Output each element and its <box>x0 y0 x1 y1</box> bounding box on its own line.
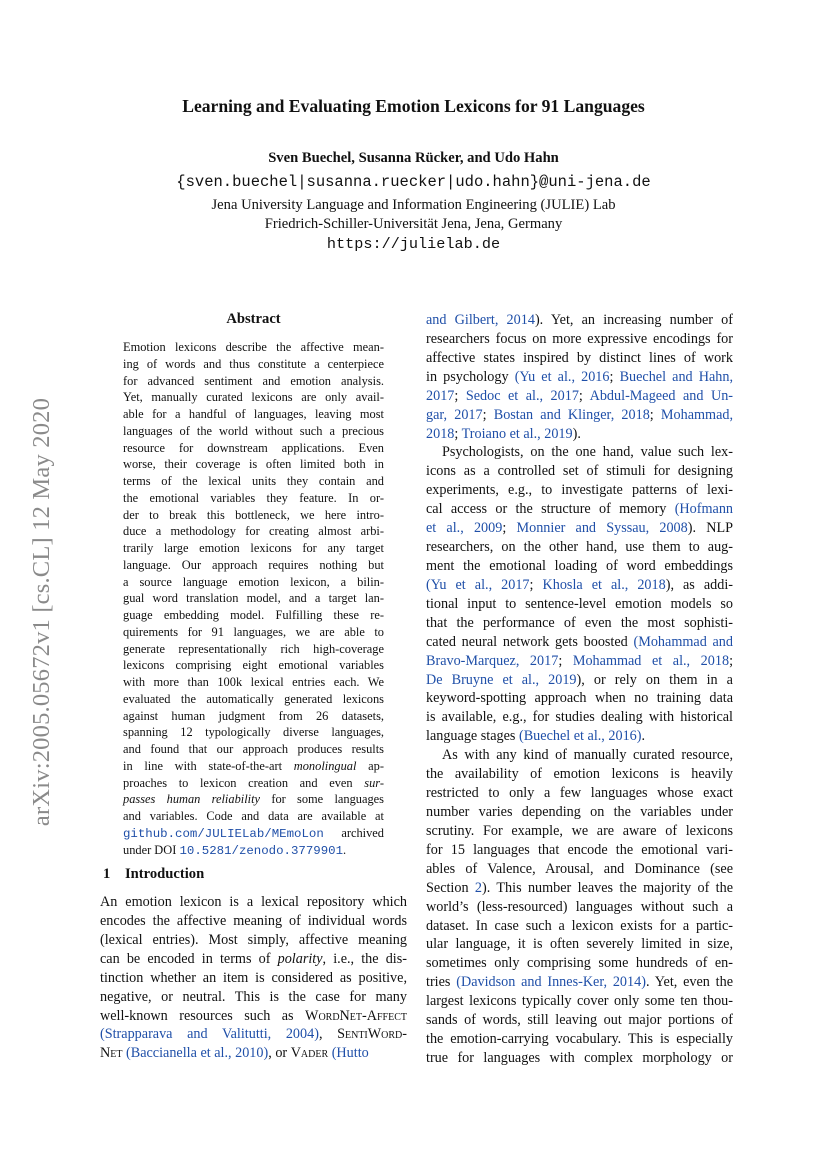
abstract-line: against human judgment from 26 datasets, <box>123 708 384 723</box>
abstract-line: ing of words and thus constitute a centerpiece <box>123 356 384 371</box>
body-line: largest lexicons typically cover only some ten thou- <box>426 993 733 1010</box>
citation-yu-2017[interactable]: (Yu et al., 2017 <box>426 576 530 593</box>
abstract-line: trarily large emotion lexicons for any target <box>123 541 384 555</box>
emphasis-human-reliability: passes human reliability <box>123 792 261 807</box>
abstract-line: Yet, manually curated lexicons are only avail- <box>123 390 384 405</box>
citation-strapparava[interactable]: (Strapparava and Valitutti, 2004) <box>100 1026 319 1043</box>
body-line: (Yu et al., 2017; Khosla et al., 2018), as addi- <box>426 576 734 593</box>
body-line: icons as a controlled set of stimuli for designing <box>426 463 733 480</box>
body-line: keyword-spotting approach when no training data <box>426 690 733 707</box>
arxiv-stamp-text: arXiv:2005.05672v1 [cs.CL] 12 May 2020 <box>28 397 56 827</box>
citation-monnier-syssau[interactable]: Monnier and Syssau, 2008 <box>516 520 688 537</box>
abstract-line: der to break this bottleneck, we here intro- <box>123 507 384 522</box>
body-line: 2017; Sedoc et al., 2017; Abdul-Mageed and Un- <box>426 387 734 404</box>
lab-website[interactable]: https://julielab.de <box>326 235 501 253</box>
abstract-line: evaluated the automatically generated lexicons <box>123 691 384 706</box>
body-line: 2018; Troiano et al., 2019). <box>426 425 581 442</box>
citation-hofmann[interactable]: (Hofmann <box>674 501 734 518</box>
abstract-line: resource for downstream applications. Even <box>123 440 384 455</box>
body-line: et al., 2009; Monnier and Syssau, 2008). NLP <box>426 520 734 537</box>
body-line: restricted to only a few languages whose exact <box>426 785 733 802</box>
github-repo-link[interactable]: github.com/JULIELab/MEmoLon <box>123 826 324 841</box>
citation-abdul-mageed[interactable]: Abdul-Mageed and Un- <box>589 387 734 404</box>
body-line: is available, e.g., for studies dealing with historical <box>426 709 733 726</box>
abstract-line: proaches to lexicon creation and even sur- <box>123 775 384 790</box>
paper-title: Learning and Evaluating Emotion Lexicons for 91 Languages <box>182 96 645 116</box>
body-line: in psychology (Yu et al., 2016; Buechel and Hahn, <box>426 368 734 385</box>
body-line: well-known resources such as WordNet-Affect <box>100 1007 407 1024</box>
abstract-line: spanning 12 typologically diverse languages, <box>123 725 384 740</box>
body-line: gar, 2017; Bostan and Klinger, 2018; Mohammad, <box>426 406 734 423</box>
abstract-line: gual word translation model, and a target lan- <box>123 591 384 606</box>
abstract-line: the emotional variables they feature. In or- <box>123 490 384 505</box>
author-list: Sven Buechel, Susanna Rücker, and Udo Hahn <box>268 150 559 166</box>
affiliation-lab: Jena University Language and Information Engineering (JULIE) Lab <box>211 197 616 213</box>
citation-sedoc[interactable]: Sedoc et al., 2017 <box>465 387 579 404</box>
body-line: De Bruyne et al., 2019), or rely on them in a <box>426 671 733 688</box>
body-line: world’s (less-resourced) languages without such a <box>426 898 733 915</box>
abstract-line: duce a methodology for creating almost arbi- <box>123 524 384 539</box>
arxiv-identifier-stamp <box>22 352 62 872</box>
abstract-line: able for a handful of languages, leaving most <box>123 407 384 421</box>
body-line: As with any kind of manually curated resource, <box>442 747 733 764</box>
abstract-line: in line with state-of-the-art monolingual ap- <box>123 758 384 773</box>
abstract-line: quirements for 91 languages, we are able to <box>123 624 384 639</box>
body-line: cated neural network gets boosted (Mohammad and <box>426 633 733 650</box>
body-line: scrutiny. For example, we are aware of lexicons <box>426 822 733 839</box>
citation-mohammad-2018[interactable]: Mohammad et al., 2018 <box>572 652 730 669</box>
abstract-line: for advanced sentiment and emotion analysis. <box>123 373 384 388</box>
body-line: negative, or neutral. This is the case for many <box>100 988 407 1005</box>
body-line: affective states inspired by distinct lines of work <box>426 349 733 366</box>
emphasis-monolingual: monolingual <box>293 758 357 773</box>
body-line: ment the emotional loading of word embeddings <box>426 557 733 574</box>
body-line: experiments, e.g., to investigate patterns of lexi- <box>426 482 733 499</box>
citation-khosla[interactable]: Khosla et al., 2018 <box>542 576 666 593</box>
resource-vader: Vader <box>290 1045 329 1062</box>
body-line: true for languages with complex morphology or <box>426 1049 733 1066</box>
abstract-line: generate representationally rich high-coverage <box>123 641 384 656</box>
body-line: sands of words, still leaving out major portions of <box>426 1012 733 1029</box>
body-line: for 15 languages that encode the emotional vari- <box>426 841 733 858</box>
abstract-body <box>123 339 384 858</box>
body-line: can be encoded in terms of polarity, i.e., the dis- <box>100 950 407 967</box>
abstract-line: worse, their coverage is often limited both in <box>123 457 384 472</box>
body-line: the availability of emotion lexicons is heavily <box>426 766 733 783</box>
citation-buechel-hahn[interactable]: Buechel and Hahn, <box>619 368 734 385</box>
body-line: tional input to sentence-level emotion models so <box>426 595 733 612</box>
body-line: language stages (Buechel et al., 2016). <box>426 728 646 745</box>
body-line: Net (Baccianella et al., 2010), or Vader (Hutto <box>100 1045 369 1062</box>
body-line: and Gilbert, 2014). Yet, an increasing number of <box>426 312 733 328</box>
body-line: (lexical entries). Most simply, affective meaning <box>100 931 407 948</box>
citation-mohammad-bravo-marquez[interactable]: (Mohammad and <box>633 633 733 650</box>
abstract-heading: Abstract <box>226 311 281 327</box>
emphasis-polarity: polarity <box>277 950 323 967</box>
body-line: dataset. In case such a lexicon exists for a partic- <box>426 917 733 934</box>
abstract-line: guage embedding model. Fulfilling these re- <box>123 608 384 622</box>
citation-hutto-gilbert[interactable]: and Gilbert, 2014 <box>426 312 535 328</box>
body-line: tries (Davidson and Innes-Ker, 2014). Yet, even the <box>426 974 734 991</box>
left-column-body <box>100 893 407 1063</box>
body-line: ular language, it is often severely limited in size, <box>426 936 733 953</box>
section-title: Introduction <box>125 866 205 882</box>
section-number: 1 <box>103 866 111 882</box>
abstract-line: Emotion lexicons describe the affective mean- <box>123 340 384 354</box>
affiliation-university: Friedrich-Schiller-Universität Jena, Jena, Germany <box>264 216 563 232</box>
citation-troiano[interactable]: Troiano et al., 2019 <box>461 425 573 442</box>
abstract-line: terms of the lexical units they contain and <box>123 474 384 488</box>
abstract-line: github.com/JULIELab/MEmoLon archived <box>123 825 384 841</box>
citation-davidson-innes-ker[interactable]: (Davidson and Innes-Ker, 2014) <box>456 974 646 991</box>
emphasis-surpasses: sur- <box>364 775 384 790</box>
abstract-line: lexicons comprising eight emotional variables <box>123 658 384 673</box>
body-line: (Strapparava and Valitutti, 2004), SentiWord- <box>100 1026 407 1043</box>
body-line: tinction whether an item is considered as positive, <box>100 969 407 986</box>
body-line: An emotion lexicon is a lexical repository which <box>100 894 407 910</box>
citation-mohammad[interactable]: Mohammad, <box>660 406 734 423</box>
body-line: number varies depending on the variables under <box>426 803 733 820</box>
section-2-reference[interactable]: 2 <box>474 879 483 896</box>
author-emails: {sven.buechel|susanna.ruecker|udo.hahn}@uni-jena.de <box>176 173 651 191</box>
abstract-line: under DOI 10.5281/zenodo.3779901. <box>123 842 347 858</box>
body-line: encodes the affective meaning of individual words <box>100 912 407 929</box>
citation-baccianella[interactable]: (Baccianella et al., 2010) <box>126 1045 269 1062</box>
body-line: Section 2). This number leaves the majority of the <box>426 879 734 896</box>
abstract-line: language. Our approach requires nothing but <box>123 557 384 572</box>
abstract-line: a source language emotion lexicon, a bilin- <box>123 574 384 589</box>
resource-wordnet-affect: WordNet-Affect <box>305 1007 407 1024</box>
citation-buechel-2016[interactable]: (Buechel et al., 2016) <box>518 728 642 745</box>
citation-de-bruyne[interactable]: De Bruyne et al., 2019 <box>426 671 577 688</box>
body-line: Psychologists, on the one hand, value such lex- <box>442 444 733 461</box>
citation-yu-2016[interactable]: (Yu et al., 2016 <box>514 368 610 385</box>
abstract-line: languages of the world without such a precious <box>123 423 384 438</box>
body-line: the emotion-carrying vocabulary. This is especially <box>426 1031 733 1048</box>
abstract-line: and found that our approach produces results <box>123 742 384 756</box>
section-heading-introduction <box>103 866 204 883</box>
abstract-line: passes human reliability for some languages <box>123 792 384 807</box>
doi-link[interactable]: 10.5281/zenodo.3779901 <box>179 843 344 858</box>
citation-hutto[interactable]: (Hutto <box>331 1045 369 1062</box>
abstract-line: and variables. Code and data are available at <box>123 809 384 823</box>
abstract-line: with more than 100k lexical entries each. We <box>123 675 384 689</box>
body-line: ables of Valence, Arousal, and Dominance (see <box>426 860 733 877</box>
body-line: that the performance of even the most sophisti- <box>426 614 733 631</box>
right-column-body <box>426 311 733 1068</box>
body-line: sometimes only comprising some hundreds of en- <box>426 955 733 972</box>
body-line: researchers, on the other hand, use them to aug- <box>426 539 733 556</box>
body-line: Bravo-Marquez, 2017; Mohammad et al., 2018; <box>426 652 734 669</box>
citation-bostan-klinger[interactable]: Bostan and Klinger, 2018 <box>493 406 650 423</box>
body-line: cal access or the structure of memory (Hofmann <box>426 501 734 518</box>
body-line: researchers focus on more expressive encodings for <box>426 330 733 347</box>
